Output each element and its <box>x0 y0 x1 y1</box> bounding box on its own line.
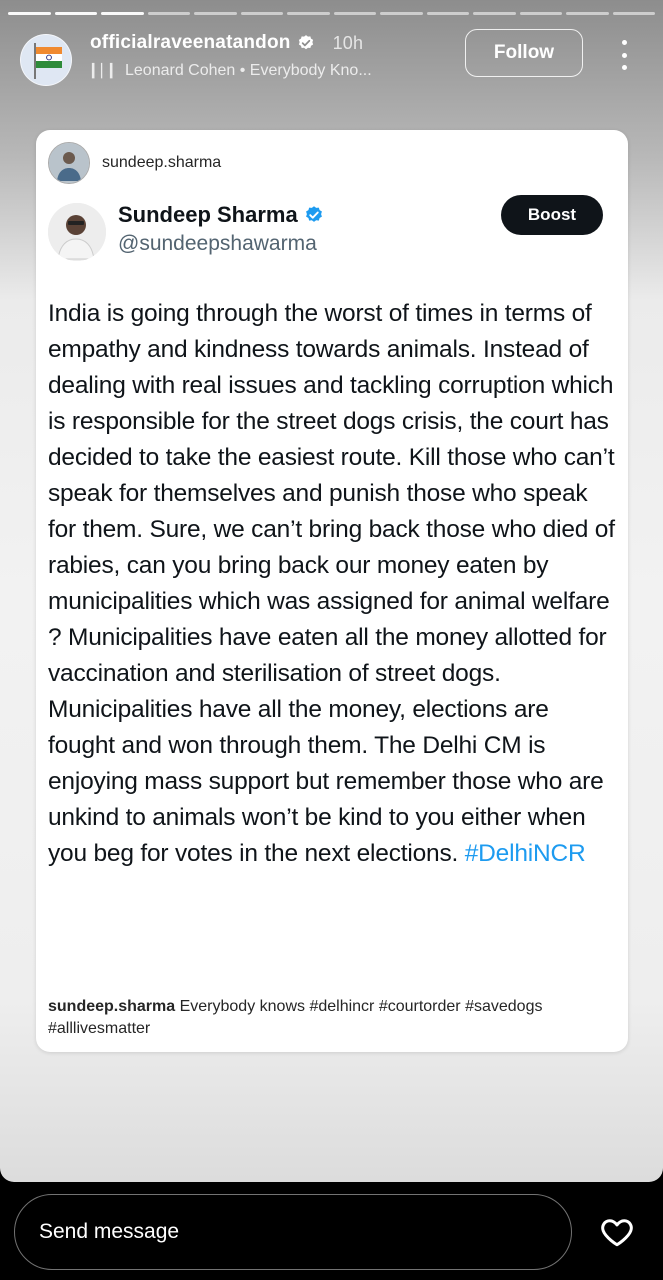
tweet-text: India is going through the worst of times in terms of empathy and kindness towards animals. Instead of dealing with real issues and tackling corruption which is responsible for the street dogs crisis, the court has decided to take the easiest route. Kill those who can’t speak for themselves and punish those who speak for them. Sure, we can’t bring back those who died of rabies, can you bring back our money eaten by municipalities which was assigned for animal welfare ? Municipalities have eaten all the money allotted for vaccination and sterilisation of street dogs. Municipalities have all the money, elections are fought and won through them. The Delhi CM is enjoying mass support but remember those who are unkind to animals won’t be kind to you either when you beg for votes in the next elections. <box>48 300 615 867</box>
repost-avatar[interactable] <box>48 142 90 184</box>
boost-button[interactable]: Boost <box>501 195 603 235</box>
follow-button[interactable]: Follow <box>465 29 583 77</box>
story-progress-bar <box>8 12 655 15</box>
send-message-input[interactable]: Send message <box>14 1194 572 1270</box>
story-progress-segment <box>148 12 191 15</box>
story-progress-segment <box>613 12 656 15</box>
story-music[interactable] <box>92 62 372 80</box>
story-progress-segment <box>55 12 98 15</box>
story-progress-segment <box>8 12 51 15</box>
heart-icon[interactable] <box>598 1214 636 1250</box>
story-progress-segment <box>287 12 330 15</box>
tweet-author-name[interactable] <box>118 202 324 228</box>
story-progress-segment <box>566 12 609 15</box>
shared-post-card[interactable] <box>36 130 628 1052</box>
person-avatar-icon <box>49 143 89 183</box>
caption-username[interactable]: sundeep.sharma <box>48 998 176 1015</box>
story-progress-segment <box>473 12 516 15</box>
story-progress-segment <box>427 12 470 15</box>
story-header <box>0 24 663 88</box>
story-avatar[interactable] <box>20 34 72 86</box>
story-reply-bar <box>0 1182 663 1280</box>
more-vertical-icon[interactable] <box>616 40 632 70</box>
story-username-text[interactable]: officialraveenatandon <box>90 32 291 53</box>
tweet-body <box>48 296 618 872</box>
tweet-author-name-text[interactable]: Sundeep Sharma <box>118 202 298 227</box>
repost-username[interactable]: sundeep.sharma <box>102 154 222 171</box>
verified-badge-icon <box>297 34 315 52</box>
music-bars-icon: ▎▏▎ <box>92 63 119 78</box>
story-progress-segment <box>334 12 377 15</box>
story-progress-segment <box>241 12 284 15</box>
tweet-hashtag[interactable]: #DelhiNCR <box>464 840 586 867</box>
story-progress-segment <box>101 12 144 15</box>
post-caption <box>48 996 608 1040</box>
story-progress-segment <box>194 12 237 15</box>
story-progress-segment <box>380 12 423 15</box>
tweet-author-avatar[interactable] <box>48 203 106 261</box>
tweet-header <box>48 198 618 268</box>
person-avatar-icon <box>48 203 106 261</box>
story-music-text[interactable]: Leonard Cohen • Everybody Kno... <box>125 62 372 79</box>
story-time: 10h <box>332 32 364 53</box>
tweet-author-handle[interactable]: @sundeepshawarma <box>118 232 317 255</box>
repost-header <box>48 142 221 184</box>
india-flag-icon <box>21 35 71 85</box>
story-progress-segment <box>520 12 563 15</box>
story-username[interactable] <box>90 32 363 54</box>
verified-badge-icon <box>304 205 324 225</box>
caption-text: Everybody knows #delhincr #courtorder #savedogs #alllivesmatter <box>48 998 543 1037</box>
